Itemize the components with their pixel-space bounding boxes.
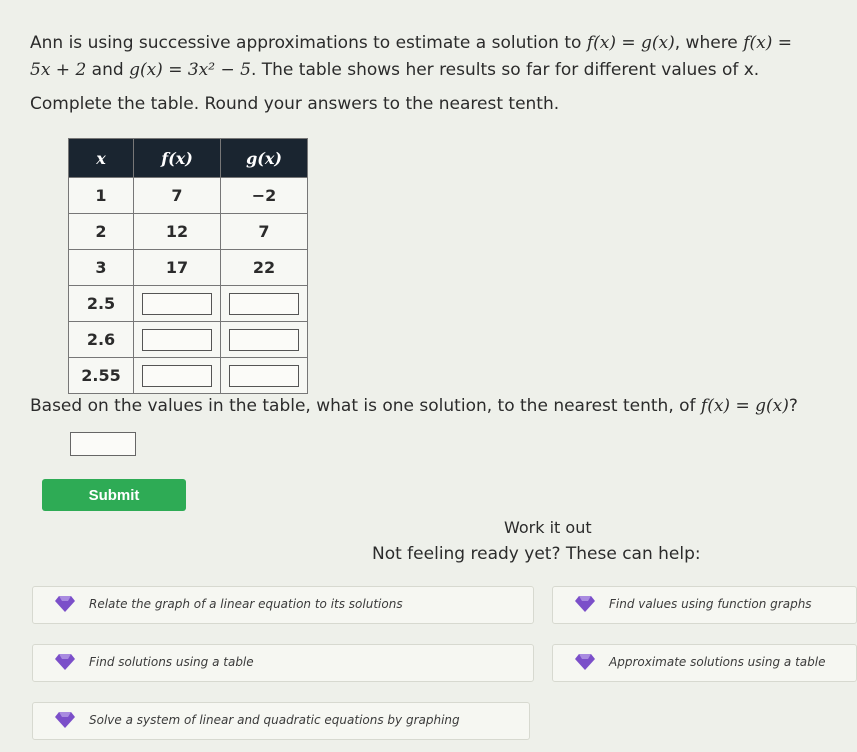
problem-text-2: , where <box>674 33 744 53</box>
help-card-solve-system[interactable] <box>32 702 530 740</box>
cell-x: 3 <box>69 250 134 286</box>
help-card-find-solutions[interactable] <box>32 644 534 682</box>
help-prompt: Not feeling ready yet? These can help: <box>372 544 701 564</box>
help-card-approximate[interactable] <box>552 644 857 682</box>
cell-f: 7 <box>134 178 221 214</box>
f-definition-label: f(x) = <box>743 33 792 53</box>
work-it-out-link[interactable]: Work it out <box>504 518 592 537</box>
help-card-relate-graph[interactable] <box>32 586 534 624</box>
table-row <box>69 322 308 358</box>
and-text: and <box>86 60 130 80</box>
cell-f <box>134 286 221 322</box>
help-card-label: Find solutions using a table <box>89 655 254 669</box>
cell-x: 2 <box>69 214 134 250</box>
answer-input-g-2-6[interactable] <box>229 329 299 351</box>
header-g: g(x) <box>221 139 308 178</box>
table-row <box>69 286 308 322</box>
problem-text-1: Ann is using successive approximations to estimate a solution to <box>30 33 587 53</box>
table-row <box>69 178 308 214</box>
cell-g <box>221 322 308 358</box>
g-definition: g(x) = 3x² − 5 <box>129 60 251 80</box>
help-card-label: Solve a system of linear and quadratic equations by graphing <box>89 713 460 727</box>
gem-icon <box>55 653 75 671</box>
cell-g: 22 <box>221 250 308 286</box>
problem-statement <box>30 30 840 84</box>
answer-input-f-2-5[interactable] <box>142 293 212 315</box>
cell-f: 12 <box>134 214 221 250</box>
question-equation: f(x) = g(x) <box>700 396 789 416</box>
question-mark: ? <box>788 396 798 416</box>
help-card-function-graphs[interactable] <box>552 586 857 624</box>
cell-x: 2.6 <box>69 322 134 358</box>
answer-input-g-2-5[interactable] <box>229 293 299 315</box>
submit-button[interactable]: Submit <box>42 479 186 511</box>
cell-f <box>134 358 221 394</box>
gem-icon <box>55 595 75 613</box>
instruction-text: Complete the table. Round your answers to the nearest tenth. <box>30 94 560 114</box>
cell-g: 7 <box>221 214 308 250</box>
table-header-row <box>69 139 308 178</box>
solution-question <box>30 396 798 416</box>
cell-x: 2.55 <box>69 358 134 394</box>
f-definition: 5x + 2 <box>30 60 87 80</box>
cell-f <box>134 322 221 358</box>
solution-input[interactable] <box>70 432 136 456</box>
header-x: x <box>69 139 134 178</box>
table-row <box>69 214 308 250</box>
answer-input-g-2-55[interactable] <box>229 365 299 387</box>
cell-g <box>221 358 308 394</box>
help-card-label: Find values using function graphs <box>609 597 812 611</box>
cell-x: 2.5 <box>69 286 134 322</box>
cell-x: 1 <box>69 178 134 214</box>
cell-g <box>221 286 308 322</box>
gem-icon <box>575 653 595 671</box>
help-card-label: Approximate solutions using a table <box>609 655 826 669</box>
cell-g: −2 <box>221 178 308 214</box>
table-row <box>69 358 308 394</box>
problem-text-3: . The table shows her results so far for different values of x. <box>250 60 760 80</box>
help-card-label: Relate the graph of a linear equation to its solutions <box>89 597 403 611</box>
answer-input-f-2-55[interactable] <box>142 365 212 387</box>
question-text: Based on the values in the table, what is one solution, to the nearest tenth, of <box>30 396 701 416</box>
cell-f: 17 <box>134 250 221 286</box>
values-table <box>68 138 308 394</box>
gem-icon <box>575 595 595 613</box>
header-f: f(x) <box>134 139 221 178</box>
gem-icon <box>55 711 75 729</box>
table-row <box>69 250 308 286</box>
equation-text: f(x) = g(x) <box>586 33 675 53</box>
answer-input-f-2-6[interactable] <box>142 329 212 351</box>
